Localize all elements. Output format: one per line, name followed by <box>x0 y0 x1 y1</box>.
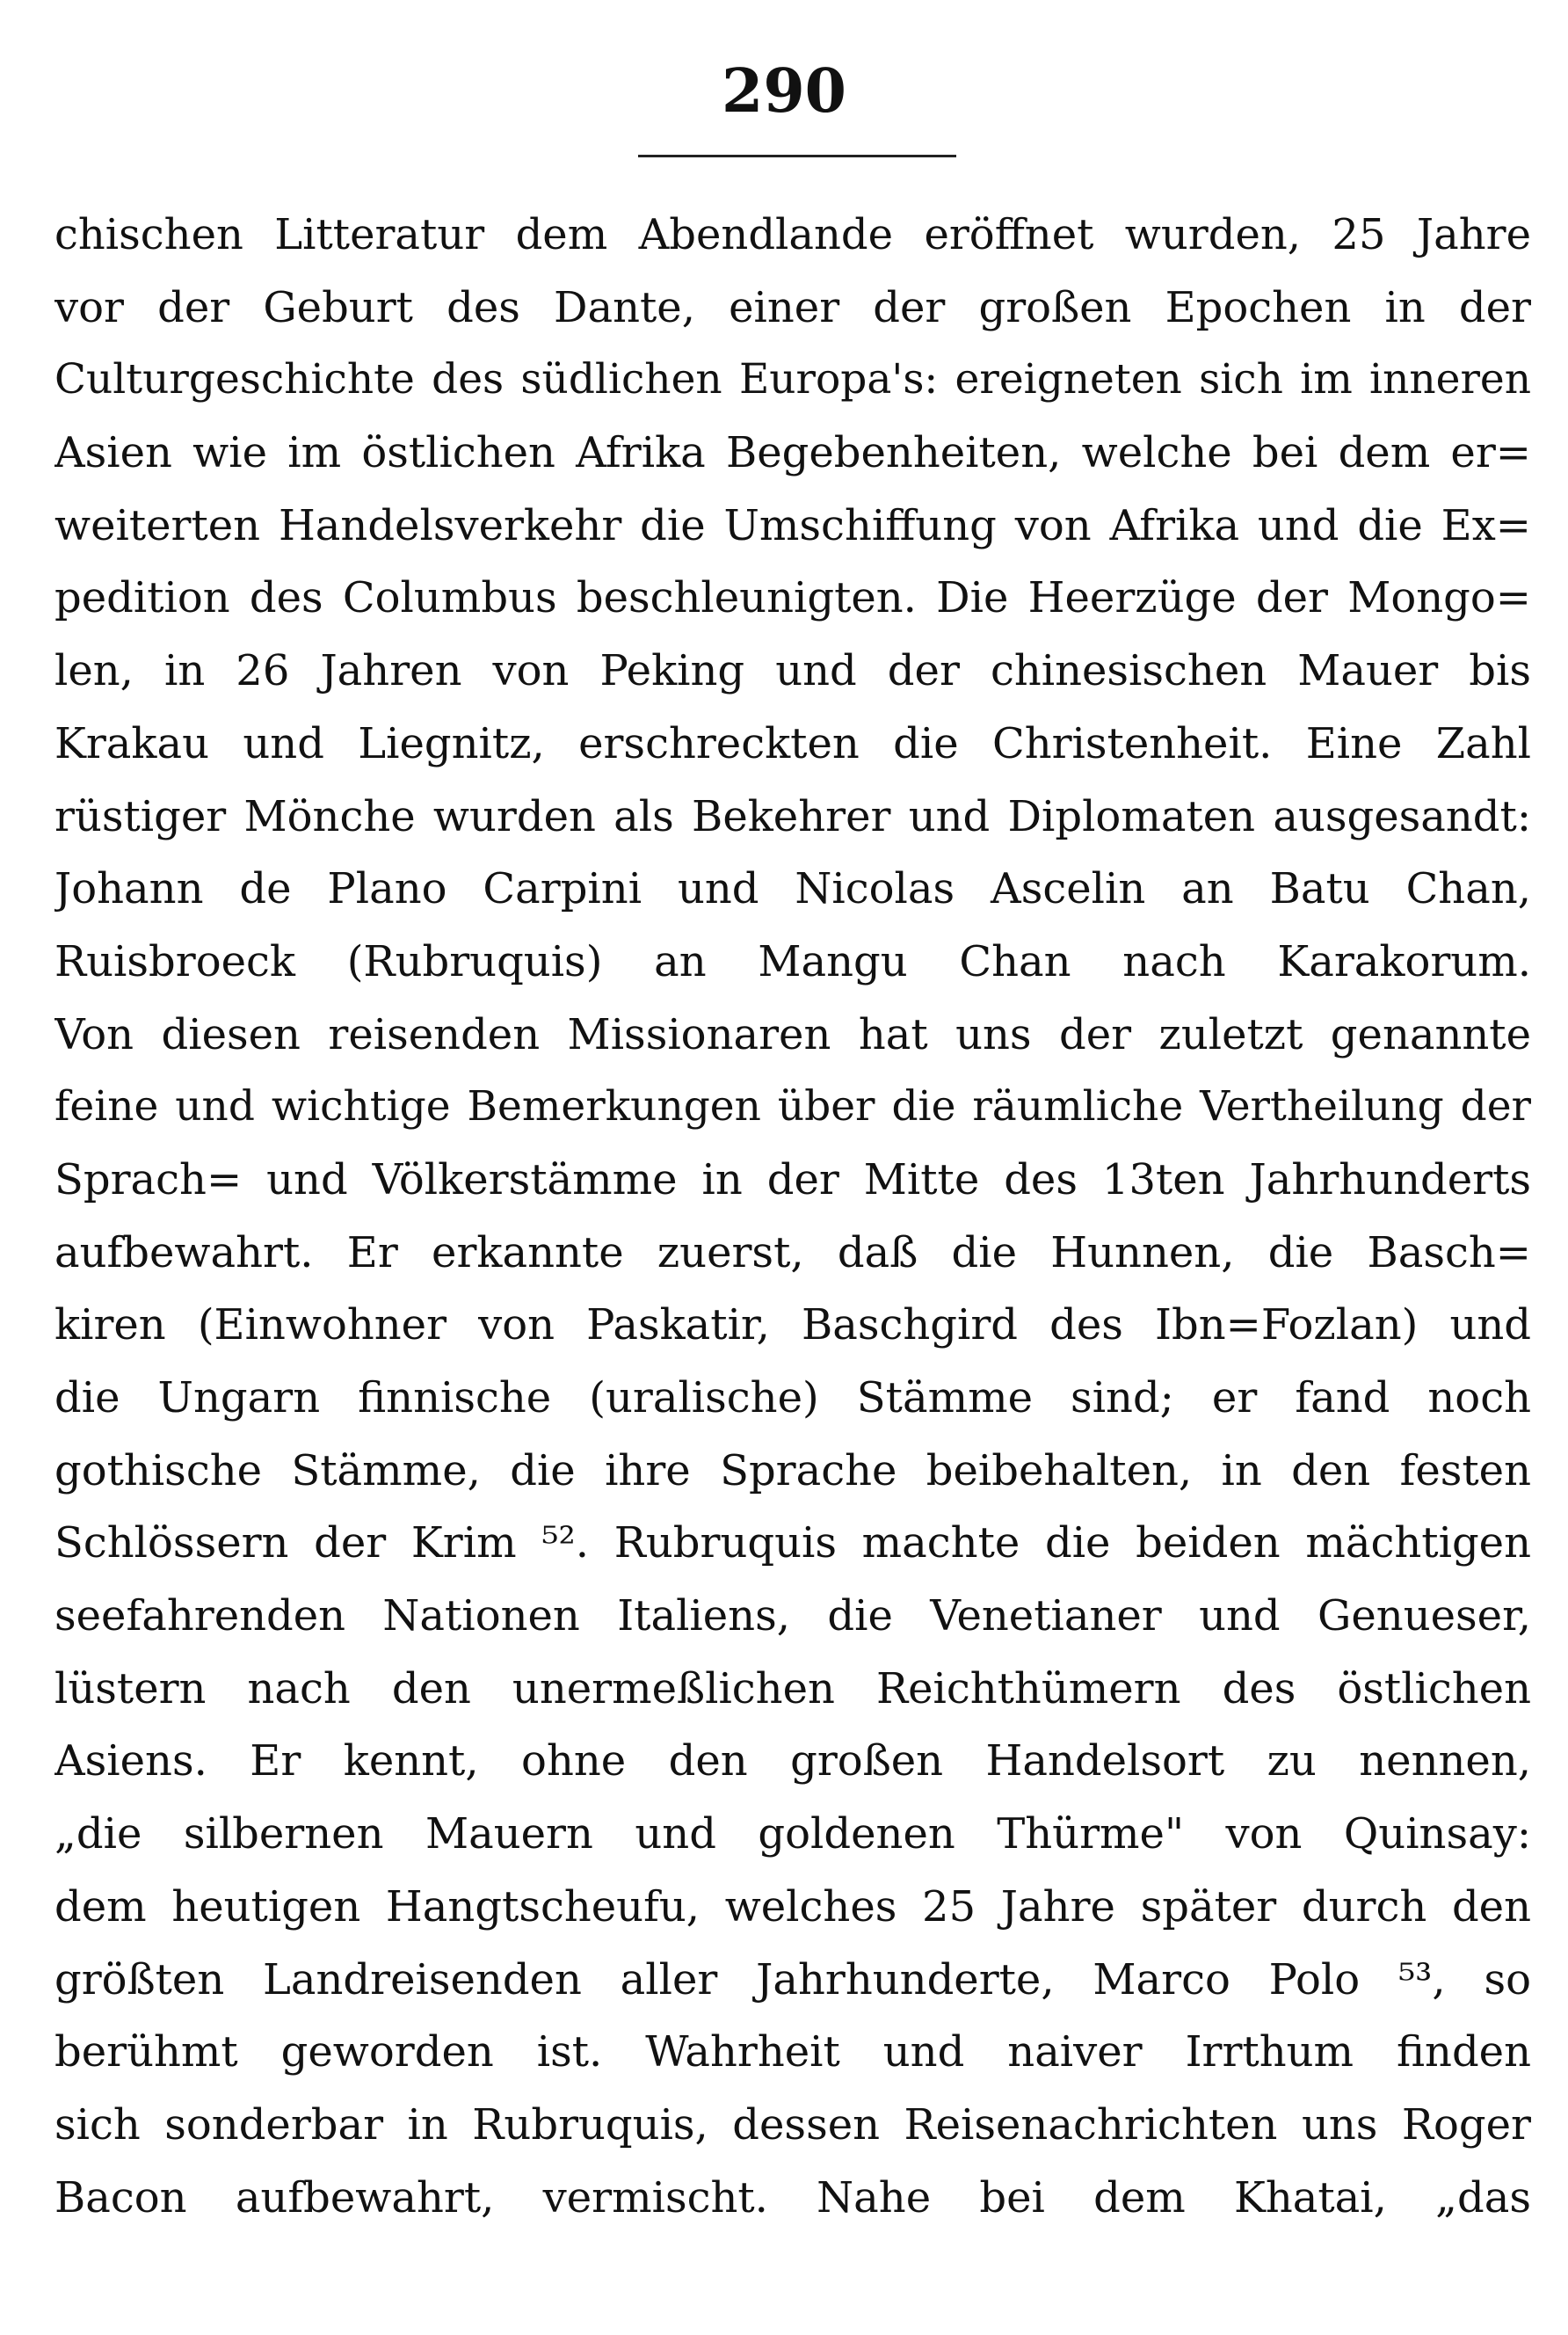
text-line: sich sonderbar in Rubruquis, dessen Reisenachrichten uns Roger <box>54 2099 1531 2150</box>
text-line: kiren (Einwohner von Paskatir, Baschgird des Ibn=Fozlan) und <box>54 1300 1531 1350</box>
page-number: 290 <box>722 56 846 127</box>
text-line: Johann de Plano Carpini und Nicolas Ascelin an Batu Chan, <box>54 864 1531 914</box>
text-line: Ruisbroeck (Rubruquis) an Mangu Chan nach Karakorum. <box>54 936 1531 986</box>
text-line: die Ungarn finnische (uralische) Stämme sind; er fand noch <box>54 1373 1531 1422</box>
text-line: Schlössern der Krim ⁵². Rubruquis machte die beiden mächtigen <box>54 1518 1531 1568</box>
text-line: „die silbernen Mauern und goldenen Thürme" von Quinsay: <box>54 1809 1531 1859</box>
text-line: weiterten Handelsverkehr die Umschiffung von Afrika und die Ex= <box>54 500 1531 550</box>
text-line: rüstiger Mönche wurden als Bekehrer und Diplomaten ausgesandt: <box>54 791 1531 841</box>
text-line: dem heutigen Hangtscheufu, welches 25 Jahre später durch den <box>54 1881 1531 1931</box>
text-line: chischen Litteratur dem Abendlande eröffnet wurden, 25 Jahre <box>54 210 1531 259</box>
body-text <box>54 199 1531 2234</box>
text-line: größten Landreisenden aller Jahrhunderte, Marco Polo ⁵³, so <box>54 1954 1531 2004</box>
text-line: Bacon aufbewahrt, vermischt. Nahe bei dem Khatai, „das <box>54 2172 1531 2222</box>
text-line: Krakau und Liegnitz, erschreckten die Christenheit. Eine Zahl <box>54 718 1531 768</box>
text-line: vor der Geburt des Dante, einer der großen Epochen in der <box>54 282 1531 332</box>
text-line: Asien wie im östlichen Afrika Begebenheiten, welche bei dem er= <box>54 428 1531 478</box>
text-line: gothische Stämme, die ihre Sprache beibehalten, in den festen <box>54 1445 1531 1495</box>
text-line: Von diesen reisenden Missionaren hat uns der zuletzt genannte <box>54 1009 1531 1059</box>
text-line: pedition des Columbus beschleunigten. Die Heerzüge der Mongo= <box>54 573 1531 623</box>
text-line: berühmt geworden ist. Wahrheit und naiver Irrthum finden <box>54 2027 1531 2077</box>
text-line: aufbewahrt. Er erkannte zuerst, daß die Hunnen, die Basch= <box>54 1227 1531 1277</box>
text-line: lüstern nach den unermeßlichen Reichthümern des östlichen <box>54 1663 1531 1713</box>
text-line: seefahrenden Nationen Italiens, die Venetianer und Genueser, <box>54 1591 1531 1641</box>
text-line: len, in 26 Jahren von Peking und der chinesischen Mauer bis <box>54 646 1531 696</box>
header-rule <box>638 155 956 157</box>
text-line: Asiens. Er kennt, ohne den großen Handelsort zu nennen, <box>54 1736 1531 1786</box>
text-line: feine und wichtige Bemerkungen über die räumliche Vertheilung der <box>54 1082 1531 1131</box>
text-line: Culturgeschichte des südlichen Europa's: ereigneten sich im inneren <box>54 355 1531 404</box>
text-line: Sprach= und Völkerstämme in der Mitte des 13ten Jahrhunderts <box>54 1154 1531 1204</box>
